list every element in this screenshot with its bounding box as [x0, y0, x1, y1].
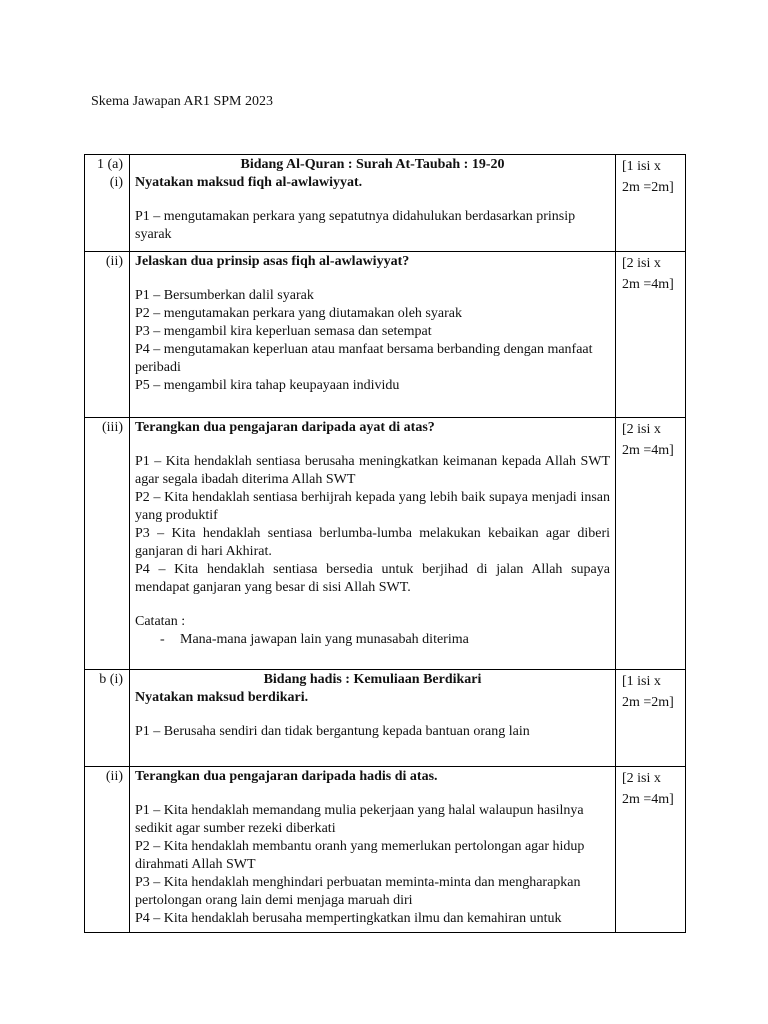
note-text: Mana-mana jawapan lain yang munasabah diterima [180, 632, 469, 647]
question-number: (ii) [85, 252, 130, 418]
answer-cell [130, 252, 616, 418]
marks-cell: [2 isi x 2m =4m] [616, 252, 686, 418]
answer-point: P3 – Kita hendaklah sentiasa berlumba-lumba melakukan kebaikan agar diberi ganjaran di hari Akhirat. [135, 526, 610, 559]
table-row [85, 670, 686, 767]
note-dash: - [160, 632, 165, 647]
answer-point: P4 – Kita hendaklah sentiasa bersedia untuk berjihad di jalan Allah supaya mendapat ganjaran yang besar di sisi Allah SWT. [135, 562, 610, 595]
answer-point: P2 – Kita hendaklah membantu oranh yang memerlukan pertolongan agar hidup dirahmati Allah SWT [135, 839, 585, 872]
answer-scheme-table [84, 154, 686, 933]
question-number: 1 (a) (i) [85, 155, 130, 252]
answer-cell [130, 418, 616, 670]
answer-point: P5 – mengambil kira tahap keupayaan individu [135, 378, 400, 393]
answer-cell [130, 155, 616, 252]
answer-point: P1 – Berusaha sendiri dan tidak bergantung kepada bantuan orang lain [135, 724, 530, 739]
answer-point: P4 – Kita hendaklah berusaha mempertingkatkan ilmu dan kemahiran untuk [135, 911, 562, 926]
question-number: b (i) [85, 670, 130, 767]
question-text: Jelaskan dua prinsip asas fiqh al-awlawiyyat? [135, 254, 410, 269]
note-item [135, 631, 610, 649]
answer-point: P1 – mengutamakan perkara yang sepatutnya didahulukan berdasarkan prinsip syarak [135, 209, 576, 242]
question-text: Terangkan dua pengajaran daripada hadis di atas. [135, 769, 438, 784]
answer-point: P3 – Kita hendaklah menghindari perbuatan meminta-minta dan mengharapkan pertolongan orang lain demi menjaga maruah diri [135, 875, 581, 908]
marks-cell: [2 isi x 2m =4m] [616, 418, 686, 670]
document-title: Skema Jawapan AR1 SPM 2023 [91, 94, 273, 109]
section-heading: Bidang hadis : Kemuliaan Berdikari [263, 672, 482, 687]
answer-point: P1 – Kita hendaklah memandang mulia pekerjaan yang halal walaupun hasilnya sedikit agar sumber rezeki diberkati [135, 803, 584, 836]
answer-cell [130, 670, 616, 767]
answer-point: P1 – Bersumberkan dalil syarak [135, 288, 314, 303]
table-row [85, 767, 686, 933]
question-text: Nyatakan maksud berdikari. [135, 690, 309, 705]
question-number: (ii) [85, 767, 130, 933]
marks-cell: [2 isi x 2m =4m] [616, 767, 686, 933]
question-text: Terangkan dua pengajaran daripada ayat di atas? [135, 420, 435, 435]
answer-cell [130, 767, 616, 933]
section-heading: Bidang Al-Quran : Surah At-Taubah : 19-20 [240, 157, 505, 172]
question-number: (iii) [85, 418, 130, 670]
marks-cell: [1 isi x 2m =2m] [616, 670, 686, 767]
table-row [85, 155, 686, 252]
table-row [85, 252, 686, 418]
question-text: Nyatakan maksud fiqh al-awlawiyyat. [135, 175, 363, 190]
note-label: Catatan : [135, 614, 186, 629]
answer-point: P3 – mengambil kira keperluan semasa dan setempat [135, 324, 432, 339]
answer-point: P2 – Kita hendaklah sentiasa berhijrah kepada yang lebih baik supaya menjadi insan yang produktif [135, 490, 610, 523]
table-row [85, 418, 686, 670]
answer-point: P4 – mengutamakan keperluan atau manfaat bersama berbanding dengan manfaat peribadi [135, 342, 593, 375]
answer-point: P1 – Kita hendaklah sentiasa berusaha meningkatkan keimanan kepada Allah SWT agar segala ibadah diterima Allah SWT [135, 454, 610, 487]
answer-point: P2 – mengutamakan perkara yang diutamakan oleh syarak [135, 306, 462, 321]
marks-cell: [1 isi x 2m =2m] [616, 155, 686, 252]
